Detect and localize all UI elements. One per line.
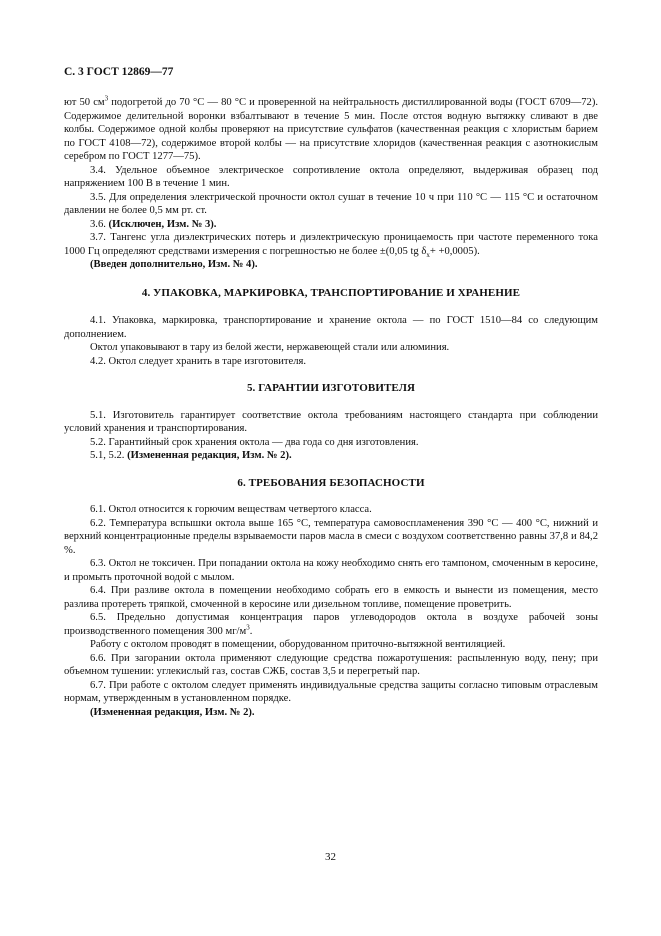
amendment-note: (Измененная редакция, Изм. № 2). xyxy=(127,450,292,461)
section-6-title: 6. ТРЕБОВАНИЯ БЕЗОПАСНОСТИ xyxy=(237,476,425,489)
paragraph-4-1: 4.1. Упаковка, маркировка, транспортирование и хранение октола — по ГОСТ 1510—84 со следующим дополнением. xyxy=(64,315,598,340)
paragraph-6-5-ventilation: Работу с октолом проводят в помещении, оборудованном приточно-вытяжной вентиляцией. xyxy=(90,639,506,650)
paragraph-6-1: 6.1. Октол относится к горючим веществам четвертого класса. xyxy=(90,504,372,515)
clause-number: 3.6. xyxy=(90,218,109,230)
paragraph-5-1: 5.1. Изготовитель гарантирует соответствие октола требованиям настоящего стандарта при соблюдении условий хранения и транспортирования. xyxy=(64,409,598,434)
amendment-note: (Введен дополнительно, Изм. № 4). xyxy=(90,259,258,270)
superscript: 3 xyxy=(246,622,250,631)
section-5-title: 5. ГАРАНТИИ ИЗГОТОВИТЕЛЯ xyxy=(246,382,416,394)
paragraph-3-5: 3.5. Для определения электрической прочности октол сушат в течение 10 ч при 110 °С — 115 °С и остаточном давлении не более 0,5 мм рт. ст. xyxy=(64,191,598,216)
paragraph-6-7: 6.7. При работе с октолом следует применять индивидуальные средства защиты согласно типовым отраслевым нормам, утвержденным в установленном порядке. xyxy=(64,679,598,704)
document-body xyxy=(64,96,598,719)
page-number: 32 xyxy=(325,851,336,863)
paragraph-3-7 xyxy=(64,231,598,258)
page-header: С. 3 ГОСТ 12869—77 xyxy=(64,66,174,78)
superscript: 3 xyxy=(104,94,109,103)
section-4-title: 4. УПАКОВКА, МАРКИРОВКА, ТРАНСПОРТИРОВАНИЕ И ХРАНЕНИЕ xyxy=(141,286,521,299)
paragraph-6-3: 6.3. Октол не токсичен. При попадании октола на кожу необходимо снять его тампоном, смоченным в керосине, и промыть проточной водой с мылом. xyxy=(64,558,598,583)
paragraph-3-6 xyxy=(64,218,598,232)
paragraph-6-4: 6.4. При разливе октола в помещении необходимо собрать его в емкость и вынести из помещения, место разлива протереть тряпкой, смоченной в керосине или дизельном топливе, помещение проветрить. xyxy=(64,585,598,610)
paragraph-6-6: 6.6. При загорании октола применяют следующие средства пожаротушения: распыленную воду, пену; при объемном тушении: углекислый газ, состав СЖБ, состав 3,5 и перегретый пар. xyxy=(64,652,598,677)
paragraph-4-1-addition: Октол упаковывают в тару из белой жести, нержавеющей стали или алюминия. xyxy=(90,342,450,353)
paragraph-3-4: 3.4. Удельное объемное электрическое сопротивление октола определяют, выдерживая образец под напряжением 100 В в течение 1 мин. xyxy=(64,164,598,189)
paragraph-4-2: 4.2. Октол следует хранить в таре изготовителя. xyxy=(90,355,307,367)
amendment-note: (Измененная редакция, Изм. № 2). xyxy=(90,706,255,718)
paragraph-5-note xyxy=(64,449,598,463)
paragraph-continuation xyxy=(64,96,598,164)
amendment-note: (Исключен, Изм. № 3). xyxy=(108,218,217,230)
text-fragment: 3.7. Тангенс угла диэлектрических потерь и диэлектрическую проницаемость при частоте переменного тока 1000 Гц определяют средствами измерения с погрешностью не более ±(0,05 tg δ xyxy=(64,232,598,257)
paragraph-6-5 xyxy=(64,611,598,638)
text-fragment: ют 50 см xyxy=(64,97,105,108)
text-fragment: подогретой до 70 °С — 80 °С и проверенной на нейтральность дистиллированной воды (ГОСТ 6709—72). Содержимое делительной воронки взбалтывают в течение 5 мин. После отстоя водную вытяжку сливают в две колбы. Содержимое одной колбы проверяют на присутствие сульфатов (качественная реакция с хлористым барием по ГОСТ 4108—72), содержимое второй колбы — на присутствие хлоридов (качественная реакция с азотнокислым серебром по ГОСТ 1277—75). xyxy=(64,97,598,162)
clause-number: 5.1, 5.2. xyxy=(90,450,128,461)
paragraph-6-2: 6.2. Температура вспышки октола выше 165 °С, температура самовоспламенения 390 °С — 400 °С, нижний и верхний концентрационные пределы взрываемости паров масла в смеси с воздухом соответственно равны 37,8 и 84,2 %. xyxy=(64,517,598,556)
text-fragment: + +0,0005). xyxy=(429,245,480,257)
text-fragment: . xyxy=(249,625,253,637)
text-fragment: 6.5. Предельно допустимая концентрация паров углеводородов октола в воздухе рабочей зоны производственного помещения 300 мг/м xyxy=(64,612,598,637)
subscript: х xyxy=(426,250,430,259)
paragraph-5-2: 5.2. Гарантийный срок хранения октола — два года со дня изготовления. xyxy=(90,436,419,448)
